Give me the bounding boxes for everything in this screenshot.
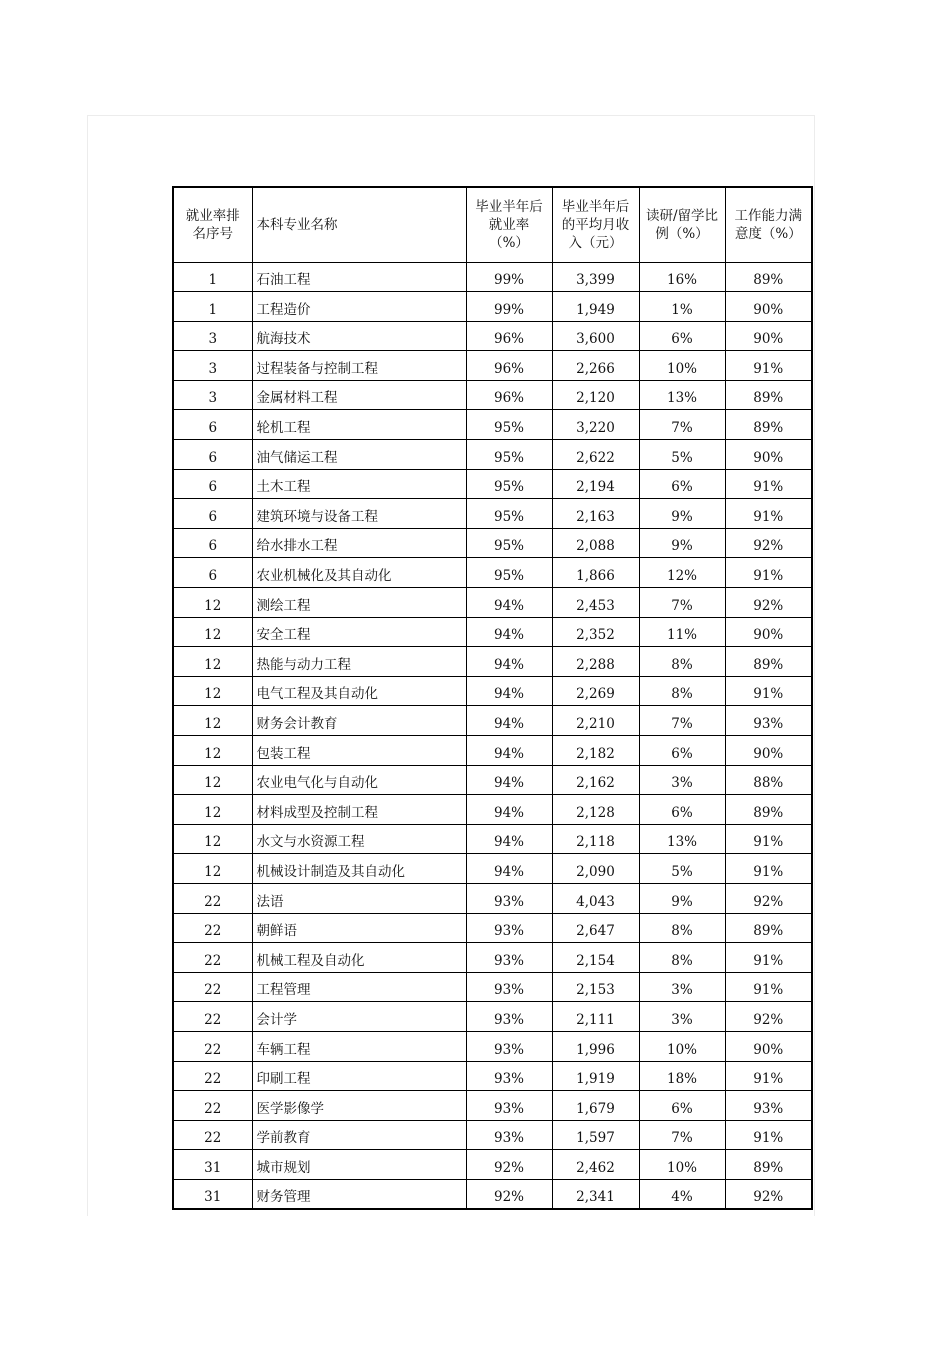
cell-major: 给水排水工程 [252, 528, 466, 558]
cell-major: 水文与水资源工程 [252, 824, 466, 854]
table-row [173, 558, 812, 588]
cell-major: 热能与动力工程 [252, 647, 466, 677]
cell-satisfaction: 88% [725, 765, 812, 795]
cell-rank: 22 [173, 1120, 252, 1150]
cell-monthly-income: 2,120 [552, 380, 639, 410]
cell-rank: 22 [173, 1061, 252, 1091]
cell-further-study: 5% [639, 440, 725, 470]
cell-rank: 22 [173, 1091, 252, 1121]
table-row [173, 913, 812, 943]
cell-satisfaction: 92% [725, 588, 812, 618]
cell-further-study: 12% [639, 558, 725, 588]
cell-further-study: 6% [639, 1091, 725, 1121]
cell-rank: 12 [173, 588, 252, 618]
cell-further-study: 10% [639, 1150, 725, 1180]
cell-major: 朝鲜语 [252, 913, 466, 943]
cell-further-study: 16% [639, 262, 725, 292]
cell-monthly-income: 2,341 [552, 1179, 639, 1209]
cell-rank: 12 [173, 765, 252, 795]
table-row [173, 854, 812, 884]
table-row [173, 410, 812, 440]
cell-rank: 3 [173, 321, 252, 351]
cell-employment-rate: 94% [466, 706, 552, 736]
cell-satisfaction: 91% [725, 824, 812, 854]
cell-monthly-income: 2,162 [552, 765, 639, 795]
cell-monthly-income: 1,866 [552, 558, 639, 588]
cell-further-study: 18% [639, 1061, 725, 1091]
cell-satisfaction: 89% [725, 410, 812, 440]
cell-rank: 6 [173, 410, 252, 440]
table-row [173, 765, 812, 795]
cell-rank: 12 [173, 617, 252, 647]
table-row [173, 1002, 812, 1032]
cell-employment-rate: 94% [466, 617, 552, 647]
cell-major: 学前教育 [252, 1120, 466, 1150]
cell-further-study: 8% [639, 647, 725, 677]
cell-satisfaction: 91% [725, 558, 812, 588]
cell-rank: 22 [173, 972, 252, 1002]
cell-major: 财务会计教育 [252, 706, 466, 736]
cell-monthly-income: 1,919 [552, 1061, 639, 1091]
table-row [173, 1091, 812, 1121]
cell-employment-rate: 93% [466, 972, 552, 1002]
table-row [173, 943, 812, 973]
cell-rank: 31 [173, 1150, 252, 1180]
cell-further-study: 3% [639, 972, 725, 1002]
cell-satisfaction: 89% [725, 262, 812, 292]
table-row [173, 706, 812, 736]
table-row [173, 1061, 812, 1091]
cell-monthly-income: 2,288 [552, 647, 639, 677]
cell-monthly-income: 2,182 [552, 736, 639, 766]
cell-rank: 12 [173, 676, 252, 706]
cell-employment-rate: 93% [466, 943, 552, 973]
table-row [173, 972, 812, 1002]
table-row [173, 824, 812, 854]
cell-satisfaction: 92% [725, 883, 812, 913]
cell-satisfaction: 91% [725, 1061, 812, 1091]
table-row [173, 321, 812, 351]
cell-employment-rate: 94% [466, 588, 552, 618]
cell-major: 电气工程及其自动化 [252, 676, 466, 706]
cell-rank: 12 [173, 854, 252, 884]
cell-satisfaction: 91% [725, 351, 812, 381]
cell-monthly-income: 2,266 [552, 351, 639, 381]
cell-monthly-income: 2,154 [552, 943, 639, 973]
cell-major: 农业电气化与自动化 [252, 765, 466, 795]
cell-employment-rate: 93% [466, 913, 552, 943]
table-row [173, 883, 812, 913]
table-row [173, 528, 812, 558]
cell-employment-rate: 94% [466, 765, 552, 795]
cell-major: 印刷工程 [252, 1061, 466, 1091]
cell-rank: 1 [173, 292, 252, 322]
cell-satisfaction: 89% [725, 380, 812, 410]
cell-major: 工程管理 [252, 972, 466, 1002]
cell-further-study: 13% [639, 824, 725, 854]
cell-employment-rate: 93% [466, 1002, 552, 1032]
cell-employment-rate: 94% [466, 647, 552, 677]
cell-monthly-income: 2,128 [552, 795, 639, 825]
cell-monthly-income: 2,153 [552, 972, 639, 1002]
cell-satisfaction: 91% [725, 854, 812, 884]
cell-employment-rate: 93% [466, 1061, 552, 1091]
cell-major: 土木工程 [252, 469, 466, 499]
cell-further-study: 8% [639, 913, 725, 943]
cell-major: 航海技术 [252, 321, 466, 351]
cell-monthly-income: 1,679 [552, 1091, 639, 1121]
cell-monthly-income: 1,597 [552, 1120, 639, 1150]
table-row [173, 1031, 812, 1061]
table-row [173, 469, 812, 499]
cell-monthly-income: 2,118 [552, 824, 639, 854]
cell-major: 医学影像学 [252, 1091, 466, 1121]
cell-major: 过程装备与控制工程 [252, 351, 466, 381]
cell-satisfaction: 92% [725, 528, 812, 558]
cell-employment-rate: 93% [466, 883, 552, 913]
cell-satisfaction: 90% [725, 440, 812, 470]
cell-further-study: 9% [639, 499, 725, 529]
cell-rank: 6 [173, 440, 252, 470]
cell-satisfaction: 92% [725, 1002, 812, 1032]
cell-employment-rate: 99% [466, 292, 552, 322]
cell-further-study: 6% [639, 469, 725, 499]
cell-satisfaction: 91% [725, 676, 812, 706]
table-row [173, 499, 812, 529]
cell-satisfaction: 90% [725, 292, 812, 322]
cell-satisfaction: 90% [725, 736, 812, 766]
cell-further-study: 9% [639, 528, 725, 558]
cell-employment-rate: 94% [466, 676, 552, 706]
cell-further-study: 7% [639, 410, 725, 440]
cell-major: 安全工程 [252, 617, 466, 647]
cell-employment-rate: 95% [466, 558, 552, 588]
header-major: 本科专业名称 [252, 187, 466, 262]
header-employment-rate: 毕业半年后就业率（%） [466, 187, 552, 262]
cell-satisfaction: 89% [725, 795, 812, 825]
cell-employment-rate: 99% [466, 262, 552, 292]
cell-further-study: 7% [639, 1120, 725, 1150]
cell-rank: 22 [173, 1002, 252, 1032]
cell-employment-rate: 95% [466, 469, 552, 499]
cell-employment-rate: 94% [466, 795, 552, 825]
cell-satisfaction: 90% [725, 617, 812, 647]
cell-rank: 12 [173, 647, 252, 677]
cell-major: 机械工程及自动化 [252, 943, 466, 973]
cell-monthly-income: 2,111 [552, 1002, 639, 1032]
cell-employment-rate: 95% [466, 499, 552, 529]
cell-further-study: 10% [639, 1031, 725, 1061]
cell-employment-rate: 92% [466, 1150, 552, 1180]
cell-employment-rate: 92% [466, 1179, 552, 1209]
table-row [173, 1120, 812, 1150]
cell-rank: 12 [173, 795, 252, 825]
cell-further-study: 9% [639, 883, 725, 913]
cell-further-study: 10% [639, 351, 725, 381]
cell-employment-rate: 95% [466, 410, 552, 440]
cell-satisfaction: 93% [725, 706, 812, 736]
cell-further-study: 3% [639, 765, 725, 795]
table-row [173, 380, 812, 410]
cell-monthly-income: 3,600 [552, 321, 639, 351]
cell-further-study: 3% [639, 1002, 725, 1032]
cell-rank: 22 [173, 883, 252, 913]
cell-further-study: 6% [639, 736, 725, 766]
cell-major: 会计学 [252, 1002, 466, 1032]
cell-employment-rate: 93% [466, 1091, 552, 1121]
table-row [173, 262, 812, 292]
cell-employment-rate: 93% [466, 1031, 552, 1061]
cell-rank: 31 [173, 1179, 252, 1209]
table-row [173, 588, 812, 618]
table-row [173, 1179, 812, 1209]
cell-further-study: 6% [639, 321, 725, 351]
cell-employment-rate: 94% [466, 736, 552, 766]
cell-major: 工程造价 [252, 292, 466, 322]
table-row [173, 736, 812, 766]
cell-further-study: 5% [639, 854, 725, 884]
cell-major: 轮机工程 [252, 410, 466, 440]
cell-monthly-income: 4,043 [552, 883, 639, 913]
cell-rank: 12 [173, 736, 252, 766]
cell-employment-rate: 94% [466, 854, 552, 884]
header-rank: 就业率排名序号 [173, 187, 252, 262]
cell-monthly-income: 2,453 [552, 588, 639, 618]
cell-major: 包装工程 [252, 736, 466, 766]
cell-employment-rate: 94% [466, 824, 552, 854]
cell-monthly-income: 2,088 [552, 528, 639, 558]
cell-rank: 6 [173, 558, 252, 588]
cell-further-study: 8% [639, 676, 725, 706]
cell-rank: 22 [173, 913, 252, 943]
cell-further-study: 11% [639, 617, 725, 647]
cell-satisfaction: 91% [725, 1120, 812, 1150]
cell-major: 农业机械化及其自动化 [252, 558, 466, 588]
table-row [173, 647, 812, 677]
cell-satisfaction: 90% [725, 321, 812, 351]
cell-further-study: 4% [639, 1179, 725, 1209]
cell-further-study: 13% [639, 380, 725, 410]
table-row [173, 440, 812, 470]
cell-satisfaction: 89% [725, 1150, 812, 1180]
header-satisfaction: 工作能力满意度（%） [725, 187, 812, 262]
cell-further-study: 6% [639, 795, 725, 825]
cell-major: 财务管理 [252, 1179, 466, 1209]
cell-monthly-income: 2,647 [552, 913, 639, 943]
cell-major: 机械设计制造及其自动化 [252, 854, 466, 884]
cell-major: 金属材料工程 [252, 380, 466, 410]
cell-rank: 1 [173, 262, 252, 292]
cell-monthly-income: 2,194 [552, 469, 639, 499]
cell-further-study: 1% [639, 292, 725, 322]
cell-rank: 22 [173, 1031, 252, 1061]
cell-satisfaction: 91% [725, 972, 812, 1002]
cell-employment-rate: 96% [466, 380, 552, 410]
cell-rank: 6 [173, 469, 252, 499]
cell-employment-rate: 93% [466, 1120, 552, 1150]
cell-major: 石油工程 [252, 262, 466, 292]
cell-satisfaction: 89% [725, 647, 812, 677]
cell-satisfaction: 90% [725, 1031, 812, 1061]
cell-rank: 12 [173, 706, 252, 736]
cell-further-study: 8% [639, 943, 725, 973]
table-row [173, 351, 812, 381]
table-row [173, 676, 812, 706]
cell-further-study: 7% [639, 588, 725, 618]
cell-monthly-income: 1,996 [552, 1031, 639, 1061]
cell-monthly-income: 2,622 [552, 440, 639, 470]
table-row [173, 1150, 812, 1180]
cell-rank: 12 [173, 824, 252, 854]
cell-monthly-income: 2,269 [552, 676, 639, 706]
cell-employment-rate: 95% [466, 440, 552, 470]
cell-major: 测绘工程 [252, 588, 466, 618]
cell-monthly-income: 3,220 [552, 410, 639, 440]
cell-monthly-income: 2,462 [552, 1150, 639, 1180]
table-header-row [173, 187, 812, 262]
cell-satisfaction: 89% [725, 913, 812, 943]
employment-table [172, 186, 813, 1210]
cell-rank: 22 [173, 943, 252, 973]
cell-employment-rate: 96% [466, 321, 552, 351]
header-monthly-income: 毕业半年后的平均月收入（元） [552, 187, 639, 262]
cell-monthly-income: 2,090 [552, 854, 639, 884]
cell-monthly-income: 2,163 [552, 499, 639, 529]
cell-monthly-income: 2,210 [552, 706, 639, 736]
cell-satisfaction: 93% [725, 1091, 812, 1121]
cell-major: 建筑环境与设备工程 [252, 499, 466, 529]
cell-major: 材料成型及控制工程 [252, 795, 466, 825]
cell-rank: 6 [173, 528, 252, 558]
cell-major: 车辆工程 [252, 1031, 466, 1061]
cell-major: 油气储运工程 [252, 440, 466, 470]
cell-rank: 3 [173, 351, 252, 381]
cell-monthly-income: 1,949 [552, 292, 639, 322]
cell-satisfaction: 91% [725, 943, 812, 973]
table-row [173, 795, 812, 825]
cell-major: 法语 [252, 883, 466, 913]
table-body [173, 262, 812, 1209]
header-further-study: 读研/留学比例（%） [639, 187, 725, 262]
cell-satisfaction: 91% [725, 469, 812, 499]
cell-monthly-income: 2,352 [552, 617, 639, 647]
cell-further-study: 7% [639, 706, 725, 736]
cell-satisfaction: 91% [725, 499, 812, 529]
cell-monthly-income: 3,399 [552, 262, 639, 292]
table-row [173, 292, 812, 322]
cell-rank: 3 [173, 380, 252, 410]
cell-major: 城市规划 [252, 1150, 466, 1180]
table-row [173, 617, 812, 647]
cell-employment-rate: 96% [466, 351, 552, 381]
cell-employment-rate: 95% [466, 528, 552, 558]
cell-rank: 6 [173, 499, 252, 529]
cell-satisfaction: 92% [725, 1179, 812, 1209]
